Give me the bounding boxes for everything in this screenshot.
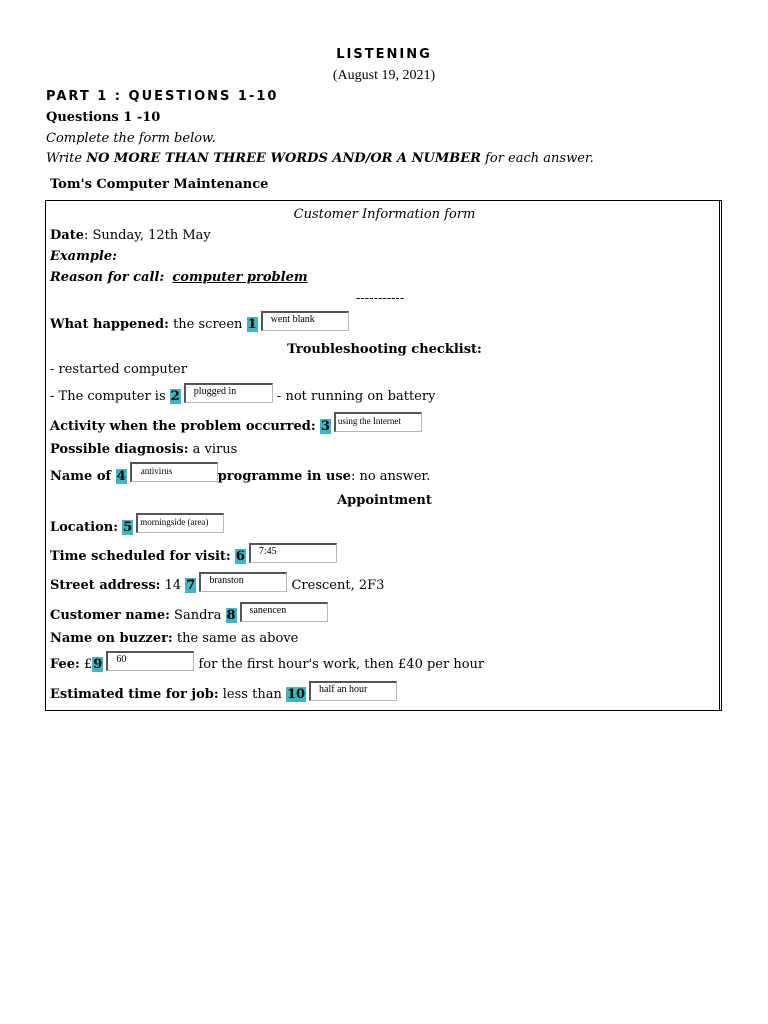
date-value: : Sunday, 12th May	[83, 228, 211, 243]
q3-row	[50, 412, 422, 434]
q1-number: 1	[247, 317, 257, 332]
q9-row	[50, 651, 484, 672]
instruction-line-1: Complete the form below.	[46, 131, 216, 146]
q7-row	[50, 572, 384, 593]
q4-answer-field[interactable]: antivirus	[130, 462, 218, 482]
q9-answer-field[interactable]: 60	[106, 651, 194, 671]
q5-row	[50, 513, 224, 535]
q9-label: Fee:	[50, 657, 80, 672]
q6-row	[50, 543, 337, 564]
reason-row	[50, 270, 308, 285]
page-date: (August 19, 2021)	[332, 68, 436, 83]
instruction-pre: Write	[46, 151, 87, 166]
form-heading: Customer Information form	[293, 207, 476, 222]
buzzer-row	[50, 631, 298, 646]
q7-number: 7	[186, 578, 196, 593]
q6-number: 6	[235, 549, 245, 564]
q8-pre: Sandra	[169, 608, 226, 623]
q4-label-post: programme in use	[217, 469, 351, 484]
q5-answer-field[interactable]: morningside (area)	[136, 513, 224, 533]
q2-answer-field[interactable]: plugged in	[184, 383, 273, 403]
q3-label: Activity when the problem occurred:	[50, 419, 316, 434]
questions-heading: Questions 1 -10	[46, 110, 161, 125]
restarted-item: - restarted computer	[50, 362, 187, 377]
q10-row	[50, 681, 397, 702]
q1-pre: the screen	[168, 317, 247, 332]
q1-row	[50, 311, 349, 332]
date-label: Date	[50, 228, 84, 243]
date-row	[50, 228, 211, 243]
q8-row	[50, 602, 328, 623]
q1-label: What happened:	[50, 317, 169, 332]
q4-number: 4	[116, 469, 126, 484]
diagnosis-value: a virus	[188, 442, 238, 457]
q8-number: 8	[226, 608, 236, 623]
q8-label: Customer name:	[50, 608, 170, 623]
instruction-line-2	[46, 151, 594, 166]
buzzer-label: Name on buzzer:	[50, 631, 173, 646]
q5-number: 5	[123, 520, 133, 535]
q7-post: Crescent, 2F3	[287, 578, 385, 593]
page-title: LISTENING	[336, 47, 432, 62]
q7-answer-field[interactable]: branston	[199, 572, 287, 592]
diagnosis-row	[50, 442, 237, 457]
appointment-heading: Appointment	[337, 493, 432, 508]
q10-pre: less than	[218, 687, 286, 702]
q4-post: : no answer.	[350, 469, 431, 484]
q4-label-pre: Name of	[50, 469, 116, 484]
separator: -----------	[356, 291, 405, 306]
q3-answer-field[interactable]: using the Internet	[334, 412, 422, 432]
q2-post: - not running on battery	[272, 389, 436, 404]
q9-post: for the first hour's work, then £40 per hour	[194, 657, 485, 672]
troubleshooting-heading: Troubleshooting checklist:	[287, 342, 482, 357]
reason-value: computer problem	[172, 270, 308, 285]
q9-number: 9	[93, 657, 103, 672]
q9-pre: £	[79, 657, 93, 672]
q5-label: Location:	[50, 520, 119, 535]
q1-answer-field[interactable]: went blank	[261, 311, 349, 331]
q2-row	[50, 383, 435, 404]
company-name: Tom's Computer Maintenance	[50, 177, 269, 192]
q10-answer-field[interactable]: half an hour	[309, 681, 397, 701]
example-label: Example:	[50, 249, 117, 264]
q6-answer-field[interactable]: 7:45	[249, 543, 337, 563]
instruction-bold: NO MORE THAN THREE WORDS AND/OR A NUMBER	[86, 151, 481, 166]
q3-number: 3	[320, 419, 330, 434]
part-heading: PART 1 : QUESTIONS 1-10	[46, 89, 279, 104]
q10-label: Estimated time for job:	[50, 687, 219, 702]
q4-row	[50, 462, 430, 484]
q2-number: 2	[170, 389, 180, 404]
q7-pre: 14	[160, 578, 186, 593]
q2-pre: - The computer is	[50, 389, 170, 404]
q7-label: Street address:	[50, 578, 161, 593]
q8-answer-field[interactable]: sanencen	[240, 602, 328, 622]
q6-label: Time scheduled for visit:	[50, 549, 231, 564]
q10-number: 10	[286, 687, 306, 702]
instruction-post: for each answer.	[480, 151, 594, 166]
buzzer-value: the same as above	[172, 631, 299, 646]
diagnosis-label: Possible diagnosis:	[50, 442, 189, 457]
reason-label: Reason for call:	[50, 270, 165, 285]
